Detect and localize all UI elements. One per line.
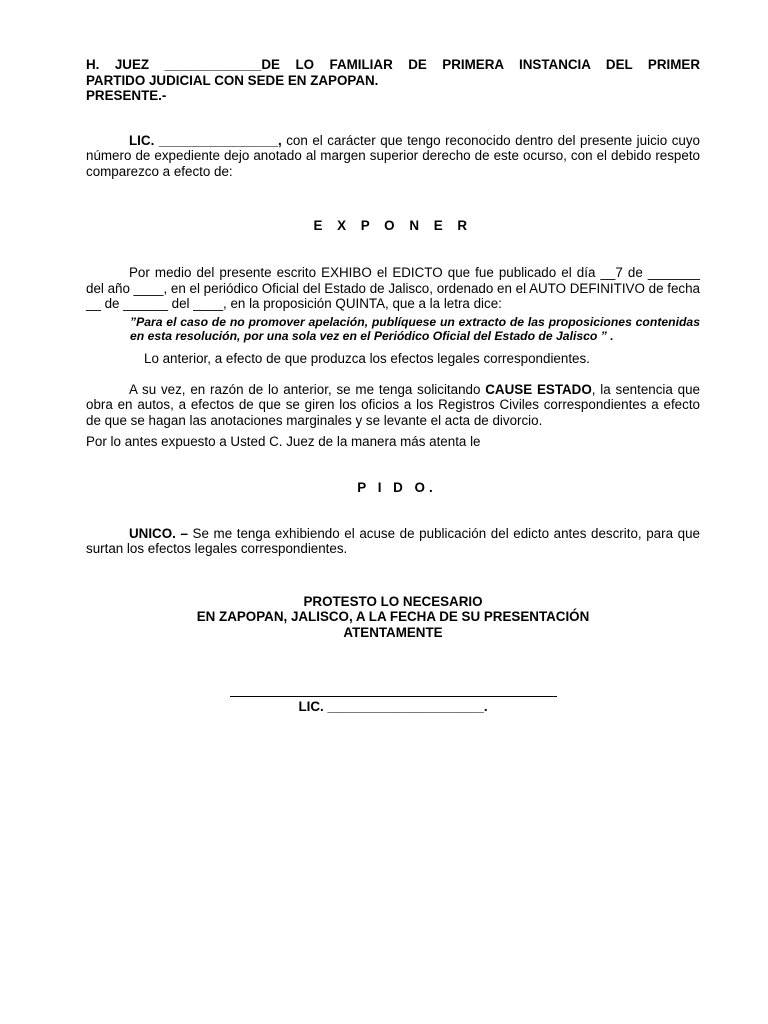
cause-estado-bold: CAUSE ESTADO	[485, 381, 592, 397]
paragraph-efectos: Lo anterior, a efecto de que produzca los efectos legales correspondientes.	[144, 350, 590, 366]
section-exponer: E X P O N E R	[313, 217, 473, 233]
unico-text: Se me tenga exhibiendo el acuse de publicación del edicto antes descrito, para que surtan los efectos legales correspondientes.	[86, 525, 700, 557]
closing-block	[86, 594, 700, 641]
header-line-presente: PRESENTE.-	[86, 88, 167, 104]
intro-paragraph	[86, 133, 700, 180]
intro-text: con el carácter que tengo reconocido dentro del presente juicio cuyo número de expediente dejo anotado al margen superior derecho de este ocurso, con el debido respeto comparezco a efecto de:	[86, 132, 700, 179]
cause-estado-before: A su vez, en razón de lo anterior, se me tenga solicitando	[129, 381, 486, 397]
header-line-district: PARTIDO JUDICIAL CON SEDE EN ZAPOPAN.	[86, 72, 379, 88]
addressee-header	[86, 57, 700, 104]
closing-atentamente: ATENTAMENTE	[343, 624, 443, 640]
signature-name: LIC. _____________________.	[298, 699, 488, 715]
closing-protesto: PROTESTO LO NECESARIO	[303, 593, 483, 609]
document-page	[86, 57, 700, 715]
intro-lic: LIC. ________________,	[129, 132, 282, 148]
paragraph-edicto: Por medio del presente escrito EXHIBO el EDICTO que fue publicado el día __7 de _______ del año ____, en el periódico Oficial del Estado de Jalisco, ordenado en el AUTO DEFINITIVO de fecha __ de ______ del ____, en la proposición QUINTA, que a la letra dice:	[86, 265, 700, 312]
quoted-resolution: ”Para el caso de no promover apelación, publíquese un extracto de las proposiciones contenidas en esta resolución, por una sola vez en el Periódico Oficial del Estado de Jalisco ” .	[130, 314, 700, 343]
closing-location: EN ZAPOPAN, JALISCO, A LA FECHA DE SU PRESENTACIÓN	[196, 609, 590, 625]
unico-label: UNICO. –	[129, 525, 188, 541]
paragraph-cause-estado	[86, 382, 700, 429]
paragraph-expuesto: Por lo antes expuesto a Usted C. Juez de la manera más atenta le	[86, 434, 481, 450]
signature-line	[230, 695, 557, 697]
header-line-judge: H. JUEZ _____________DE LO FAMILIAR DE PRIMERA INSTANCIA DEL PRIMER	[86, 57, 700, 72]
signature-block	[86, 695, 700, 715]
paragraph-unico	[86, 526, 700, 557]
section-pido: P I D O.	[357, 479, 437, 495]
cause-estado-after: , la sentencia que obra en autos, a efectos de que se giren los oficios a los Registros Civiles correspondientes a efecto de que se hagan las anotaciones marginales y se levante el acta de divorcio.	[86, 381, 701, 428]
